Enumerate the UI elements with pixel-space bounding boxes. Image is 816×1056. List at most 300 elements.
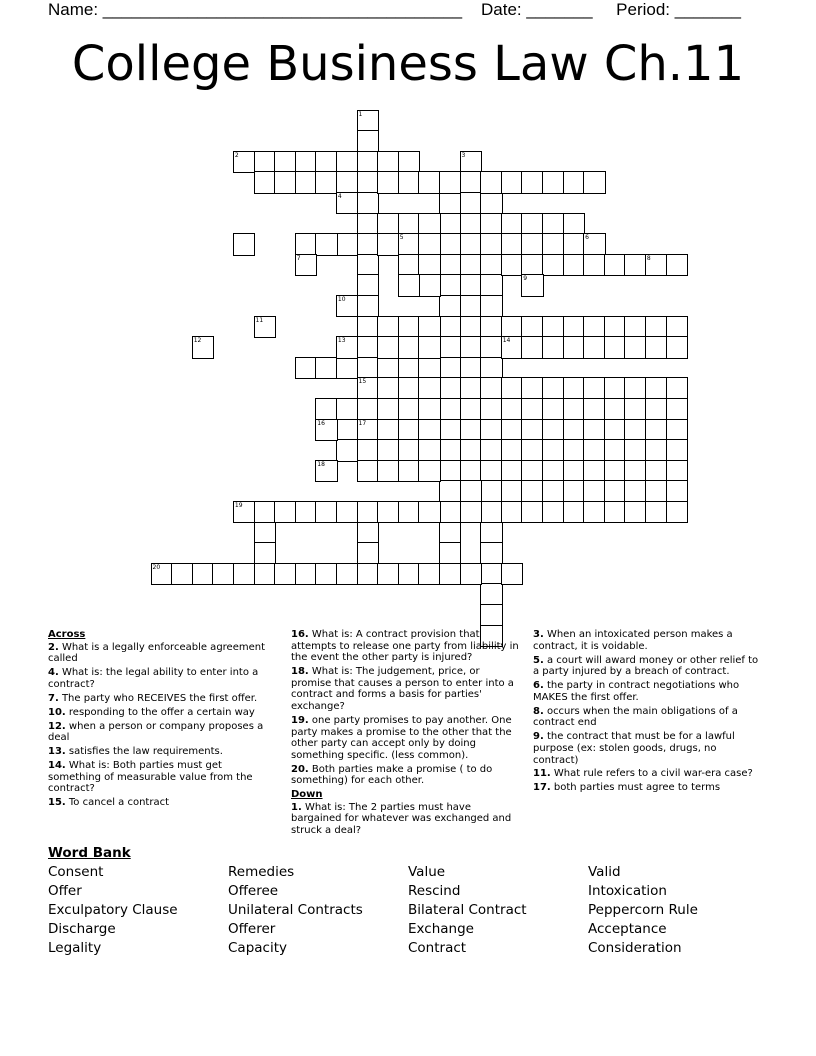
grid-cell[interactable] (418, 316, 441, 339)
grid-cell[interactable] (398, 439, 421, 462)
grid-cell[interactable] (501, 563, 524, 586)
clue-item (291, 802, 523, 837)
grid-cell[interactable] (501, 171, 524, 194)
grid-cell[interactable] (460, 398, 483, 421)
grid-cell[interactable] (480, 480, 503, 503)
grid-cell[interactable] (357, 336, 380, 359)
grid-cell[interactable] (542, 398, 565, 421)
grid-cell[interactable] (377, 460, 400, 483)
grid-cell[interactable] (274, 171, 297, 194)
grid-cell[interactable] (398, 151, 421, 174)
grid-cell[interactable] (336, 336, 359, 359)
grid-cell[interactable] (418, 563, 441, 586)
grid-cell[interactable] (480, 233, 503, 256)
grid-cell[interactable] (645, 439, 668, 462)
clue-item-text: What is: A contract provision that attempts to release one party from liability in the event the other party is injured? (291, 629, 519, 664)
grid-cell[interactable] (418, 213, 441, 236)
grid-cell[interactable] (254, 522, 277, 545)
clue-item-number: 6. (533, 680, 544, 692)
clue-number: 14 (502, 337, 511, 345)
grid-cell[interactable] (604, 398, 627, 421)
grid-cell[interactable] (480, 501, 503, 524)
grid-cell[interactable] (315, 563, 338, 586)
grid-cell[interactable] (398, 316, 421, 339)
grid-cell[interactable] (295, 501, 318, 524)
grid-cell[interactable] (604, 254, 627, 277)
grid-cell[interactable] (357, 130, 380, 153)
date-field[interactable]: Date: _______ (480, 0, 593, 19)
grid-cell[interactable] (542, 419, 565, 442)
grid-cell[interactable] (480, 542, 503, 565)
grid-cell[interactable] (439, 295, 462, 318)
grid-cell[interactable] (377, 377, 400, 400)
grid-cell[interactable] (624, 254, 647, 277)
grid-cell[interactable] (542, 336, 565, 359)
grid-cell[interactable] (460, 336, 483, 359)
grid-cell[interactable] (480, 357, 503, 380)
grid-cell[interactable] (604, 377, 627, 400)
grid-cell[interactable] (645, 336, 668, 359)
grid-cell[interactable] (624, 419, 647, 442)
grid-cell[interactable] (439, 542, 462, 565)
grid-cell[interactable] (295, 357, 318, 380)
grid-cell[interactable] (460, 460, 483, 483)
grid-cell[interactable] (460, 254, 483, 277)
grid-cell[interactable] (501, 419, 524, 442)
grid-cell[interactable] (460, 377, 483, 400)
grid-cell[interactable] (460, 213, 483, 236)
grid-cell[interactable] (357, 419, 380, 442)
grid-cell[interactable] (480, 439, 503, 462)
grid-cell[interactable] (439, 171, 462, 194)
grid-cell[interactable] (315, 171, 338, 194)
grid-cell[interactable] (460, 233, 483, 256)
grid-cell[interactable] (357, 377, 380, 400)
grid-cell[interactable] (542, 254, 565, 277)
grid-cell[interactable] (501, 213, 524, 236)
grid-cell[interactable] (501, 501, 524, 524)
grid-cell[interactable] (460, 563, 483, 586)
grid-cell[interactable] (501, 336, 524, 359)
clue-item-text: What is: The 2 parties must have bargained for whatever was exchanged and struck a deal? (291, 801, 512, 837)
grid-cell[interactable] (563, 419, 586, 442)
grid-cell[interactable] (583, 316, 606, 339)
grid-cell[interactable] (480, 274, 503, 297)
grid-cell[interactable] (645, 501, 668, 524)
grid-cell[interactable] (336, 501, 359, 524)
grid-cell[interactable] (624, 336, 647, 359)
grid-cell[interactable] (357, 357, 380, 380)
clue-item-text: What is: the legal ability to enter into a contract? (48, 667, 259, 690)
grid-cell[interactable] (645, 254, 668, 277)
grid-cell[interactable] (583, 419, 606, 442)
clue-item-number: 7. (48, 692, 59, 704)
grid-cell[interactable] (377, 213, 400, 236)
grid-cell[interactable] (583, 480, 606, 503)
grid-cell[interactable] (233, 501, 256, 524)
grid-cell[interactable] (563, 398, 586, 421)
grid-cell[interactable] (645, 398, 668, 421)
grid-cell[interactable] (377, 563, 400, 586)
grid-cell[interactable] (460, 480, 483, 503)
grid-cell[interactable] (624, 398, 647, 421)
grid-cell[interactable] (295, 151, 318, 174)
grid-cell[interactable] (480, 254, 503, 277)
grid-cell[interactable] (460, 439, 483, 462)
grid-cell[interactable] (460, 192, 483, 215)
grid-cell[interactable] (460, 316, 483, 339)
grid-cell[interactable] (624, 480, 647, 503)
grid-cell[interactable] (357, 522, 380, 545)
grid-cell[interactable] (357, 316, 380, 339)
grid-cell[interactable] (563, 336, 586, 359)
grid-cell[interactable] (480, 192, 503, 215)
grid-cell[interactable] (666, 419, 689, 442)
grid-cell[interactable] (460, 357, 483, 380)
grid-cell[interactable] (521, 316, 544, 339)
grid-cell[interactable] (336, 439, 359, 462)
grid-cell[interactable] (645, 480, 668, 503)
grid-cell[interactable] (542, 480, 565, 503)
grid-cell[interactable] (418, 501, 441, 524)
grid-cell[interactable] (480, 336, 503, 359)
grid-cell[interactable] (542, 233, 565, 256)
grid-cell[interactable] (666, 480, 689, 503)
grid-cell[interactable] (501, 460, 524, 483)
grid-cell[interactable] (583, 398, 606, 421)
grid-cell[interactable] (377, 439, 400, 462)
grid-cell[interactable] (521, 480, 544, 503)
grid-cell[interactable] (501, 398, 524, 421)
grid-cell[interactable] (501, 316, 524, 339)
grid-cell[interactable] (521, 254, 544, 277)
grid-cell[interactable] (377, 233, 400, 256)
grid-cell[interactable] (583, 254, 606, 277)
grid-cell[interactable] (439, 398, 462, 421)
word-bank-item: Intoxication (588, 883, 667, 899)
grid-cell[interactable] (604, 439, 627, 462)
grid-cell[interactable] (480, 316, 503, 339)
grid-cell[interactable] (645, 377, 668, 400)
grid-cell[interactable] (398, 460, 421, 483)
grid-cell[interactable] (357, 501, 380, 524)
grid-cell[interactable] (521, 171, 544, 194)
grid-cell[interactable] (645, 460, 668, 483)
grid-cell[interactable] (315, 398, 338, 421)
grid-cell[interactable] (398, 419, 421, 442)
grid-cell[interactable] (418, 254, 441, 277)
grid-cell[interactable] (563, 501, 586, 524)
grid-cell[interactable] (418, 357, 441, 380)
grid-cell[interactable] (274, 563, 297, 586)
grid-cell[interactable] (439, 192, 462, 215)
grid-cell[interactable] (563, 377, 586, 400)
clue-item (48, 760, 276, 795)
grid-cell[interactable] (563, 213, 586, 236)
grid-cell[interactable] (583, 501, 606, 524)
grid-cell[interactable] (542, 501, 565, 524)
grid-cell[interactable] (460, 151, 483, 174)
grid-cell[interactable] (377, 398, 400, 421)
grid-cell[interactable] (480, 171, 503, 194)
grid-cell[interactable] (418, 419, 441, 442)
grid-cell[interactable] (377, 336, 400, 359)
grid-cell[interactable] (295, 233, 318, 256)
grid-cell[interactable] (336, 398, 359, 421)
clue-item-text: What is: Both parties must get something of measurable value from the contract? (48, 760, 253, 795)
grid-cell[interactable] (645, 419, 668, 442)
grid-cell[interactable] (439, 233, 462, 256)
grid-cell[interactable] (480, 604, 503, 627)
grid-cell[interactable] (212, 563, 235, 586)
grid-cell[interactable] (501, 480, 524, 503)
grid-cell[interactable] (542, 316, 565, 339)
period-field[interactable]: Period: _______ (616, 0, 741, 19)
grid-cell[interactable] (357, 563, 380, 586)
grid-cell[interactable] (460, 501, 483, 524)
grid-cell[interactable] (418, 233, 441, 256)
grid-cell[interactable] (542, 377, 565, 400)
grid-cell[interactable] (377, 501, 400, 524)
grid-cell[interactable] (439, 254, 462, 277)
grid-cell[interactable] (357, 274, 380, 297)
grid-cell[interactable] (254, 501, 277, 524)
grid-cell[interactable] (439, 274, 462, 297)
grid-cell[interactable] (604, 316, 627, 339)
grid-cell[interactable] (645, 316, 668, 339)
name-field[interactable]: Name: ______________________________________ (48, 0, 463, 19)
grid-cell[interactable] (398, 213, 421, 236)
grid-cell[interactable] (480, 213, 503, 236)
grid-cell[interactable] (563, 460, 586, 483)
grid-cell[interactable] (418, 274, 441, 297)
grid-cell[interactable] (460, 274, 483, 297)
grid-cell[interactable] (563, 171, 586, 194)
grid-cell[interactable] (521, 336, 544, 359)
grid-cell[interactable] (357, 171, 380, 194)
clue-number: 17 (358, 419, 367, 427)
grid-cell[interactable] (583, 233, 606, 256)
grid-cell[interactable] (439, 377, 462, 400)
grid-cell[interactable] (480, 419, 503, 442)
grid-cell[interactable] (624, 377, 647, 400)
grid-cell[interactable] (480, 460, 503, 483)
grid-cell[interactable] (604, 336, 627, 359)
grid-cell[interactable] (377, 171, 400, 194)
grid-cell[interactable] (315, 151, 338, 174)
grid-cell[interactable] (336, 233, 359, 256)
grid-cell[interactable] (233, 563, 256, 586)
grid-cell[interactable] (398, 357, 421, 380)
grid-cell[interactable] (315, 357, 338, 380)
grid-cell[interactable] (501, 254, 524, 277)
grid-cell[interactable] (274, 151, 297, 174)
grid-cell[interactable] (377, 151, 400, 174)
grid-cell[interactable] (563, 439, 586, 462)
grid-cell[interactable] (295, 254, 318, 277)
grid-cell[interactable] (439, 501, 462, 524)
grid-cell[interactable] (295, 171, 318, 194)
grid-cell[interactable] (604, 460, 627, 483)
grid-cell[interactable] (418, 460, 441, 483)
grid-cell[interactable] (583, 439, 606, 462)
grid-cell[interactable] (377, 316, 400, 339)
grid-cell[interactable] (254, 171, 277, 194)
grid-cell[interactable] (666, 439, 689, 462)
grid-cell[interactable] (418, 377, 441, 400)
grid-cell[interactable] (192, 336, 215, 359)
grid-cell[interactable] (336, 151, 359, 174)
grid-cell[interactable] (542, 213, 565, 236)
grid-cell[interactable] (521, 377, 544, 400)
grid-cell[interactable] (295, 563, 318, 586)
word-bank-col-3 (408, 863, 527, 958)
grid-cell[interactable] (666, 254, 689, 277)
grid-cell[interactable] (521, 439, 544, 462)
grid-cell[interactable] (439, 460, 462, 483)
grid-cell[interactable] (336, 419, 359, 442)
grid-cell[interactable] (357, 542, 380, 565)
grid-cell[interactable] (563, 316, 586, 339)
grid-cell[interactable] (254, 316, 277, 339)
grid-cell[interactable] (357, 439, 380, 462)
grid-cell[interactable] (398, 233, 421, 256)
grid-cell[interactable] (480, 398, 503, 421)
grid-cell[interactable] (563, 480, 586, 503)
grid-cell[interactable] (357, 398, 380, 421)
grid-cell[interactable] (460, 419, 483, 442)
word-bank-item: Consideration (588, 940, 682, 956)
grid-cell[interactable] (357, 151, 380, 174)
grid-cell[interactable] (542, 171, 565, 194)
grid-cell[interactable] (439, 522, 462, 545)
grid-cell[interactable] (254, 563, 277, 586)
grid-cell[interactable] (357, 295, 380, 318)
grid-cell[interactable] (315, 419, 338, 442)
grid-cell[interactable] (315, 501, 338, 524)
grid-cell[interactable] (624, 439, 647, 462)
grid-cell[interactable] (460, 295, 483, 318)
grid-cell[interactable] (398, 377, 421, 400)
grid-cell[interactable] (398, 563, 421, 586)
grid-cell[interactable] (357, 254, 380, 277)
grid-cell[interactable] (357, 213, 380, 236)
grid-cell[interactable] (583, 171, 606, 194)
grid-cell[interactable] (233, 151, 256, 174)
grid-cell[interactable] (666, 460, 689, 483)
grid-cell[interactable] (439, 316, 462, 339)
grid-cell[interactable] (418, 439, 441, 462)
grid-cell[interactable] (439, 563, 462, 586)
grid-cell[interactable] (604, 480, 627, 503)
grid-cell[interactable] (501, 377, 524, 400)
grid-cell[interactable] (398, 336, 421, 359)
grid-cell[interactable] (418, 171, 441, 194)
grid-cell[interactable] (418, 398, 441, 421)
grid-cell[interactable] (274, 501, 297, 524)
grid-cell[interactable] (624, 460, 647, 483)
grid-cell[interactable] (151, 563, 174, 586)
grid-cell[interactable] (563, 254, 586, 277)
grid-cell[interactable] (666, 398, 689, 421)
grid-cell[interactable] (336, 171, 359, 194)
grid-cell[interactable] (418, 336, 441, 359)
grid-cell[interactable] (398, 274, 421, 297)
grid-cell[interactable] (480, 563, 503, 586)
grid-cell[interactable] (521, 274, 544, 297)
grid-cell[interactable] (357, 110, 380, 133)
grid-cell[interactable] (377, 419, 400, 442)
grid-cell[interactable] (171, 563, 194, 586)
grid-cell[interactable] (501, 439, 524, 462)
grid-cell[interactable] (583, 377, 606, 400)
grid-cell[interactable] (666, 377, 689, 400)
grid-cell[interactable] (439, 480, 462, 503)
grid-cell[interactable] (336, 295, 359, 318)
grid-cell[interactable] (439, 213, 462, 236)
grid-cell[interactable] (624, 316, 647, 339)
grid-cell[interactable] (398, 171, 421, 194)
grid-cell[interactable] (357, 192, 380, 215)
grid-cell[interactable] (439, 419, 462, 442)
grid-cell[interactable] (480, 377, 503, 400)
grid-cell[interactable] (336, 192, 359, 215)
grid-cell[interactable] (377, 357, 400, 380)
grid-cell[interactable] (315, 460, 338, 483)
grid-cell[interactable] (315, 233, 338, 256)
grid-cell[interactable] (521, 460, 544, 483)
grid-cell[interactable] (583, 336, 606, 359)
grid-cell[interactable] (542, 460, 565, 483)
grid-cell[interactable] (357, 233, 380, 256)
grid-cell[interactable] (583, 460, 606, 483)
grid-cell[interactable] (439, 336, 462, 359)
grid-cell[interactable] (521, 213, 544, 236)
grid-cell[interactable] (480, 295, 503, 318)
grid-cell[interactable] (480, 522, 503, 545)
grid-cell[interactable] (624, 501, 647, 524)
grid-cell[interactable] (480, 583, 503, 606)
grid-cell[interactable] (398, 501, 421, 524)
grid-cell[interactable] (521, 419, 544, 442)
grid-cell[interactable] (521, 233, 544, 256)
grid-cell[interactable] (604, 419, 627, 442)
grid-cell[interactable] (521, 501, 544, 524)
grid-cell[interactable] (357, 460, 380, 483)
grid-cell[interactable] (563, 233, 586, 256)
grid-cell[interactable] (233, 233, 256, 256)
grid-cell[interactable] (521, 398, 544, 421)
grid-cell[interactable] (336, 357, 359, 380)
grid-cell[interactable] (501, 233, 524, 256)
grid-cell[interactable] (460, 171, 483, 194)
grid-cell[interactable] (542, 439, 565, 462)
grid-cell[interactable] (439, 439, 462, 462)
grid-cell[interactable] (666, 316, 689, 339)
grid-cell[interactable] (192, 563, 215, 586)
grid-cell[interactable] (604, 501, 627, 524)
clue-item-number: 1. (291, 801, 302, 813)
grid-cell[interactable] (398, 254, 421, 277)
grid-cell[interactable] (666, 336, 689, 359)
grid-cell[interactable] (254, 542, 277, 565)
grid-cell[interactable] (666, 501, 689, 524)
grid-cell[interactable] (398, 398, 421, 421)
clue-item (48, 642, 276, 665)
grid-cell[interactable] (439, 357, 462, 380)
grid-cell[interactable] (254, 151, 277, 174)
grid-cell[interactable] (336, 563, 359, 586)
